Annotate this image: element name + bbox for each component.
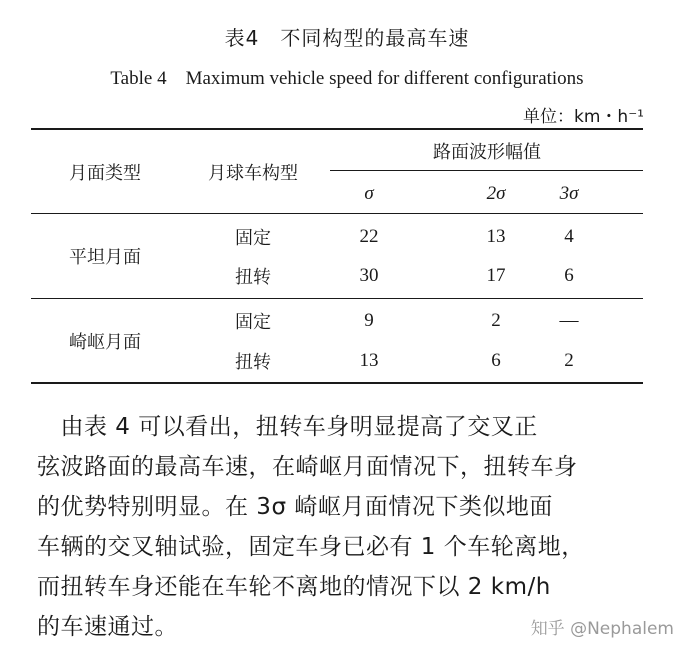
surface-flat: 平坦月面: [69, 247, 141, 268]
value-cell: 13: [486, 226, 506, 247]
paragraph-line: 的优势特别明显。在 3σ 崎岖月面情况下类似地面: [37, 494, 553, 520]
value-cell: 6: [491, 350, 501, 371]
header-sigma-1: σ: [364, 183, 374, 204]
config-cell: 扭转: [235, 352, 271, 373]
paragraph-line: 而扭转车身还能在车轮不离地的情况下以 2 km/h: [37, 574, 551, 600]
paragraph-line: 车辆的交叉轴试验，固定车身已必有 1 个车轮离地，: [37, 534, 585, 560]
table-caption-en: Table 4 Maximum vehicle speed for different configurations: [110, 68, 584, 89]
header-bottom-rule: [31, 213, 643, 214]
value-cell: 9: [364, 310, 374, 331]
config-cell: 扭转: [235, 267, 271, 288]
paragraph-line: 弦波路面的最高车速，在崎岖月面情况下，扭转车身: [37, 454, 578, 480]
table-bottom-rule: [31, 382, 643, 384]
body-paragraph: [37, 407, 657, 647]
value-cell: 2: [564, 350, 574, 371]
header-surface-type: 月面类型: [69, 163, 141, 184]
value-cell: —: [559, 310, 579, 331]
config-cell: 固定: [235, 228, 271, 249]
watermark: 知乎 @Nephalem: [530, 619, 674, 639]
table-caption-cn: 表4 不同构型的最高车速: [224, 26, 470, 50]
value-cell: 13: [359, 350, 379, 371]
config-cell: 固定: [235, 312, 271, 333]
value-cell: 6: [564, 265, 574, 286]
unit-label: 单位：km・h⁻¹: [523, 107, 644, 127]
value-cell: 17: [486, 265, 506, 286]
value-cell: 4: [564, 226, 574, 247]
header-amplitude: 路面波形幅值: [433, 142, 541, 163]
paragraph-line: 的车速通过。: [37, 614, 178, 640]
value-cell: 2: [491, 310, 501, 331]
header-sigma-3: 3σ: [559, 183, 579, 204]
header-rover-config: 月球车构型: [208, 163, 298, 184]
amplitude-sub-rule: [330, 170, 643, 171]
group-divider-rule: [31, 298, 643, 299]
paragraph-line: 由表 4 可以看出，扭转车身明显提高了交叉正: [37, 414, 538, 440]
table-top-rule: [31, 128, 643, 130]
value-cell: 22: [359, 226, 379, 247]
value-cell: 30: [359, 265, 379, 286]
surface-rugged: 崎岖月面: [69, 332, 141, 353]
header-sigma-2: 2σ: [486, 183, 506, 204]
